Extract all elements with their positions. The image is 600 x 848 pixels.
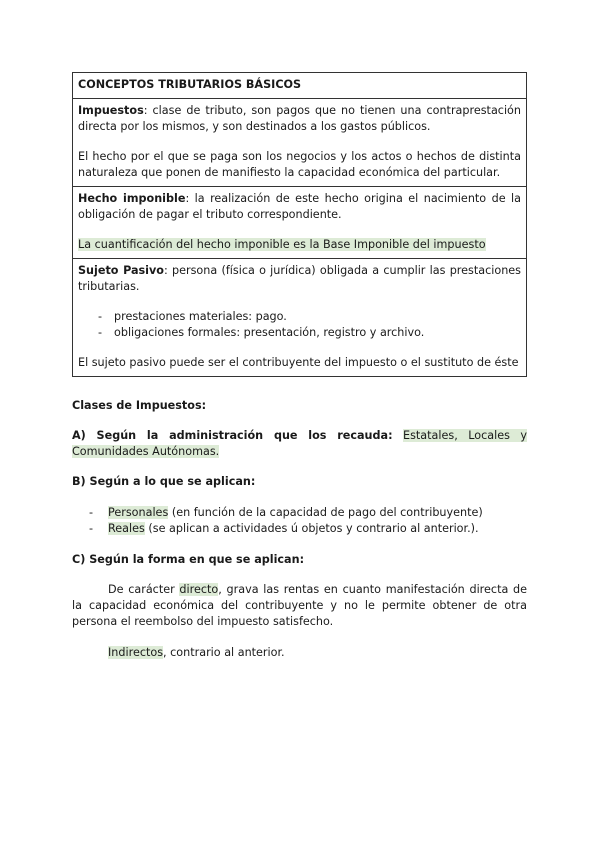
hecho-paragraph: El hecho por el que se paga son los negocios y los actos o hechos de distinta naturaleza que ponen de manifiesto la capacidad económica del particular.	[78, 150, 521, 179]
table-title-cell	[73, 73, 526, 98]
sujeto-term: Sujeto Pasivo	[78, 264, 164, 277]
sujeto-definition	[78, 263, 521, 295]
hecho-imponible-def-text: : la realización de este hecho origina el nacimiento de la obligación de pagar el tributo correspondiente.	[78, 192, 521, 221]
concepts-table	[72, 72, 527, 377]
clases-a-value: Estatales, Locales y Comunidades Autónomas.	[72, 429, 527, 458]
indirecto-term: Indirectos	[108, 646, 164, 659]
clases-b-list-wrap	[72, 505, 527, 537]
list-item: - Reales (se aplican a actividades ú objetos y contrario al anterior.).	[89, 522, 479, 535]
list-item: - obligaciones formales: presentación, registro y archivo.	[98, 326, 425, 339]
clases-b-label: B) Según a lo que se aplican:	[72, 475, 256, 488]
base-imponible-note: La cuantificación del hecho imponible es la Base Imponible del impuesto	[78, 238, 486, 251]
impuestos-term: Impuestos	[78, 104, 144, 117]
sujeto-list	[78, 309, 521, 341]
hecho-imponible-cell	[73, 186, 526, 258]
clases-c-label: C) Según la forma en que se aplican:	[72, 553, 305, 566]
impuestos-def-text: : clase de tributo, son pagos que no tienen una contraprestación directa por los mismos, y son destinados a los gastos públicos.	[78, 104, 521, 133]
table-title: CONCEPTOS TRIBUTARIOS BÁSICOS	[78, 78, 302, 91]
clases-a-label: A) Según la administración que los recauda:	[72, 429, 393, 442]
sujeto-pasivo-cell	[73, 258, 526, 376]
impuestos-cell	[73, 98, 526, 186]
impuestos-definition	[78, 103, 521, 135]
hecho-imponible-term: Hecho imponible	[78, 192, 186, 205]
clases-a	[72, 428, 527, 460]
sujeto-note: El sujeto pasivo puede ser el contribuyente del impuesto o el sustituto de éste	[78, 356, 519, 369]
sujeto-def-text: : persona (física o jurídica) obligada a cumplir las prestaciones tributarias.	[78, 264, 522, 293]
directo-term: directo	[179, 583, 219, 596]
clases-heading: Clases de Impuestos:	[72, 399, 207, 412]
hecho-imponible-definition	[78, 191, 521, 223]
list-item: - Personales (en función de la capacidad de pago del contribuyente)	[89, 506, 483, 519]
list-item: - prestaciones materiales: pago.	[98, 310, 287, 323]
clases-b-list	[72, 505, 527, 537]
clases-c-indirecto: Indirectos, contrario al anterior.	[108, 646, 285, 659]
clases-c-directo: De carácter directo, grava las rentas en cuanto manifestación directa de la capacidad económica del contribuyente y no le permite obtener de otra persona el reembolso del impuesto satisfecho.	[72, 583, 528, 628]
